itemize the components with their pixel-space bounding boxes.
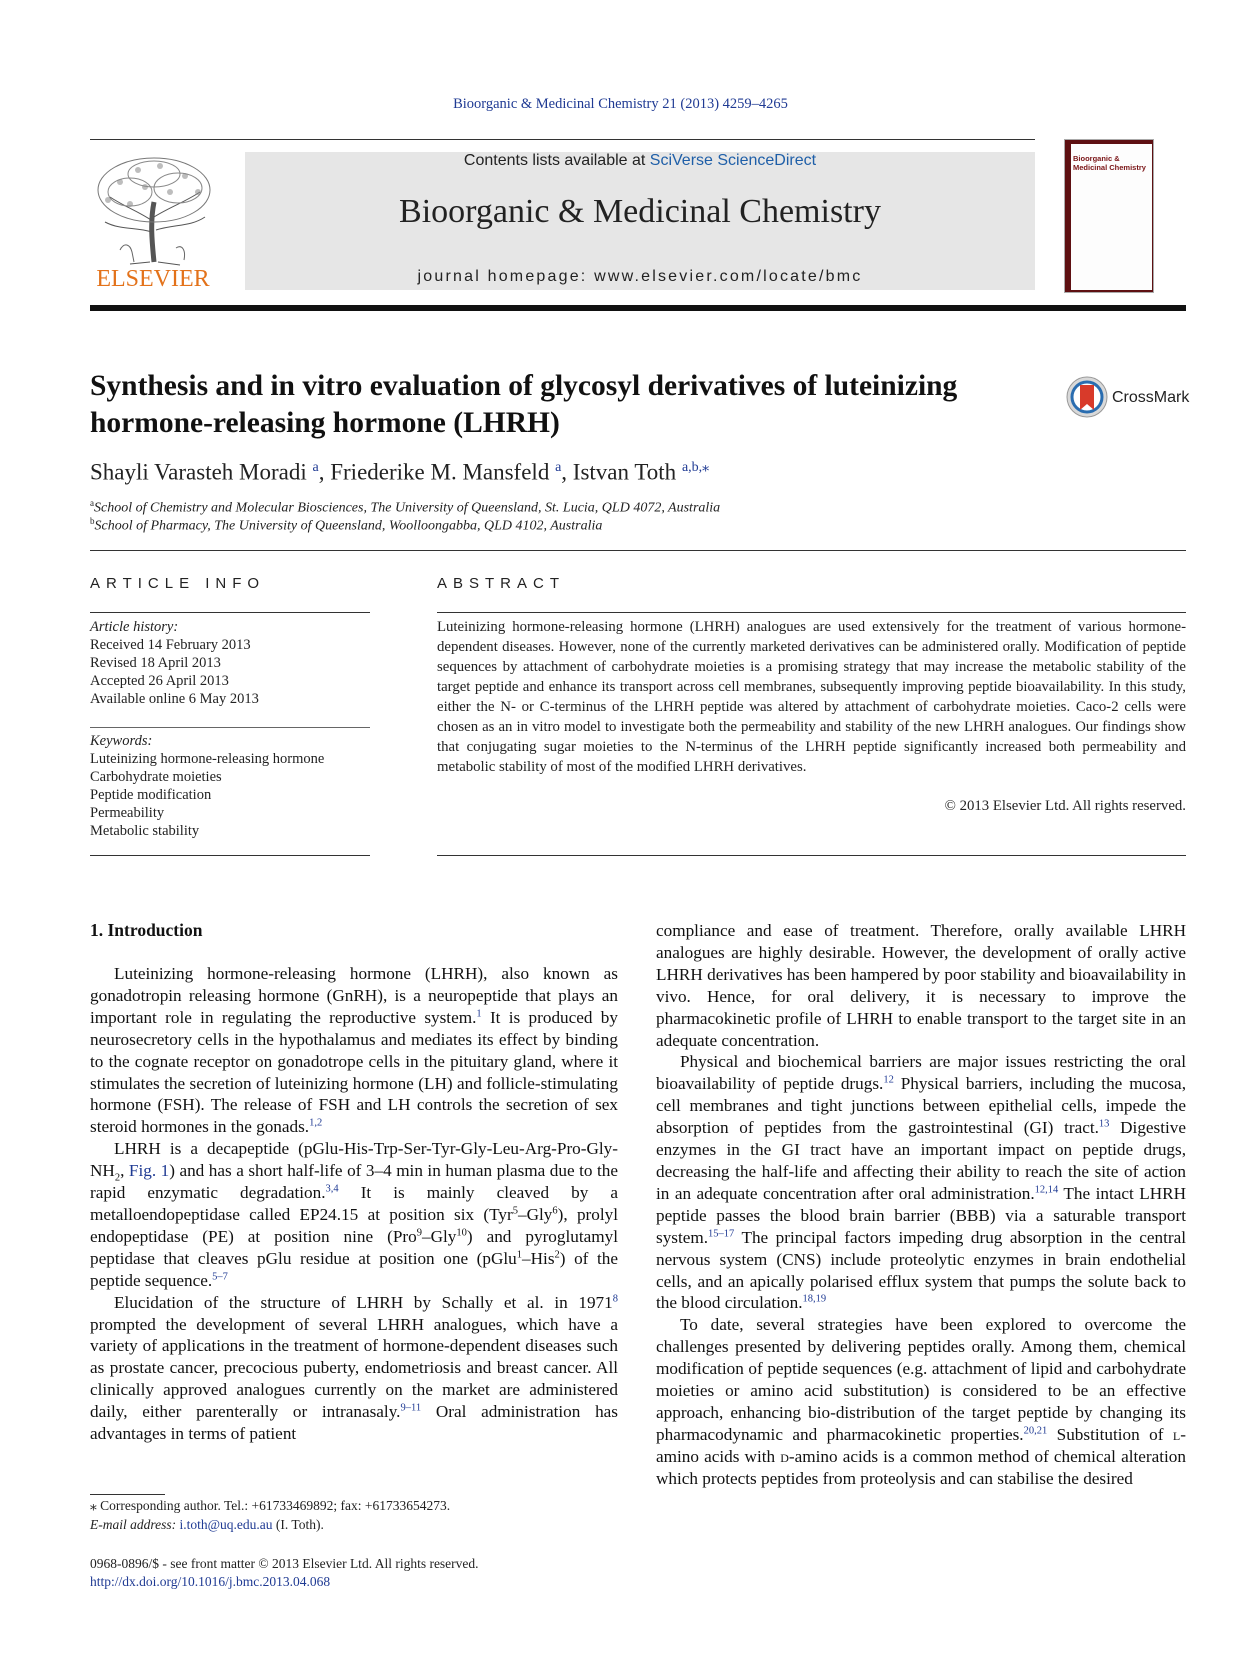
reference-link[interactable]: 3,4 [325,1183,339,1195]
subscript: 2 [114,1172,121,1184]
text-run: To date, several strategies have been explored to overcome the challenges presented by delivering peptides orally. Among them, chemical modification of peptide sequences (e.g. attachment of lipid and carbohydrate moieties or amino acid substitution) is considered to be an effective approach, enhancing bio-distribution of the target peptide by changing its pharmacodynamic and pharmacokinetic properties. [656,1315,1186,1444]
text-run: ) of the peptide sequence. [90,1248,619,1290]
small-caps-text: l [1172,1424,1181,1444]
paragraph [90,963,618,1138]
article-info-heading: ARTICLE INFO [90,575,266,592]
contents-line [245,152,1035,170]
author-affiliation-mark[interactable]: a,b,⁎ [681,460,710,475]
author-affiliation-mark[interactable]: a [312,460,319,475]
crossmark-icon[interactable] [1066,376,1108,418]
body-column-right [656,920,1186,1490]
reference-link[interactable]: 18,19 [802,1293,827,1305]
journal-cover-title: Bioorganic & Medicinal Chemistry [1073,154,1146,172]
paragraph [656,1051,1186,1314]
email-link[interactable]: i.toth@uq.edu.au [179,1517,273,1532]
article-info-rule [90,612,370,613]
text-run: The intact LHRH peptide passes the blood brain barrier (BBB) via a saturable transport system. [656,1183,1187,1247]
affiliation [90,516,602,535]
reference-link[interactable]: 1,2 [309,1117,323,1129]
journal-citation[interactable]: Bioorganic & Medicinal Chemistry 21 (2013) 4259–4265 [453,96,788,112]
paragraph: compliance and ease of treatment. Therefore, orally available LHRH analogues are highly desirable. However, the development of orally active LHRH derivatives has been hampered by poor stability and bioavailability in vivo. Hence, for oral delivery, it is necessary to improve the pharmacokinetic profile of LHRH to enable transport to the target site in an adequate concentration. [656,921,1186,1050]
text-run: –Gly [517,1204,553,1224]
affiliation-mark: a [90,498,94,508]
affiliation [90,498,720,517]
header-top-rule [90,139,1035,140]
email-label: E-mail address: [90,1517,180,1532]
author-name: Istvan Toth [572,459,677,485]
article-info-rule [90,727,370,728]
crossmark-label[interactable]: CrossMark [1112,389,1190,406]
footnote-rule [90,1494,165,1495]
text-run: –His [522,1248,555,1268]
superscript: 10 [456,1227,467,1239]
text-run: ) and has a short half-life of 3–4 min in human plasma due to the rapid enzymatic degradation. [90,1161,618,1203]
keyword: Permeability [90,805,165,821]
text-run: Luteinizing hormone-releasing hormone (LHRH), also known as gonadotropin releasing hormone (GnRH), is a neuropeptide that plays an important role in regulating the reproductive system. [90,964,618,1027]
author-affiliation-mark[interactable]: a [555,460,562,475]
history-item: Available online 6 May 2013 [90,691,259,707]
reference-link[interactable]: 20,21 [1023,1425,1048,1437]
keyword: Metabolic stability [90,823,200,839]
text-run: –Gly [422,1226,457,1246]
reference-link[interactable]: 8 [612,1292,618,1304]
superscript: 2 [554,1249,560,1261]
abstract-copyright: © 2013 Elsevier Ltd. All rights reserved. [944,798,1186,814]
contents-prefix: Contents lists available at [463,152,650,169]
email-note [90,1517,324,1533]
text-run: -amino acids with [656,1424,1186,1466]
text-run: It is mainly cleaved by a metalloendopeptidase called EP24.15 at position six (Tyr [90,1183,618,1224]
journal-name: Bioorganic & Medicinal Chemistry [399,193,881,230]
keywords-label: Keywords: [90,733,153,749]
abstract-rule [437,612,1186,613]
author-name: Friederike M. Mansfeld [330,459,550,485]
superscript: 5 [512,1205,518,1217]
superscript: 9 [416,1227,422,1239]
reference-link[interactable]: 12 [883,1074,894,1086]
article-history [90,618,259,708]
affiliation-mark: b [90,516,95,526]
text-run: It is produced by neurosecretory cells in the hypothalamus and mediates its effect by binding to the cognate receptor on gonadotrope cells in the pituitary gland, where it stimulates the secretion of luteinizing hormone (LH) and follicle-stimulating hormone (FSH). The release of FSH and LH controls the secretion of sex steroid hormones in the gonads. [90,1007,618,1137]
elsevier-wordmark: ELSEVIER [96,266,210,292]
superscript: 6 [552,1205,558,1217]
text-run: ), prolyl endopeptidase (PE) at position nine (Pro [90,1204,619,1246]
paragraph [656,1314,1186,1489]
paragraph [90,1292,618,1445]
text-run: LHRH is a decapeptide (pGlu-His-Trp-Ser-Tyr-Gly-Leu-Arg-Pro-Gly-NH [90,1139,618,1181]
journal-homepage[interactable]: journal homepage: www.elsevier.com/locate/bmc [417,268,863,285]
affiliation-text: School of Pharmacy, The University of Queensland, Woolloongabba, QLD 4102, Australia [94,518,603,534]
paragraph [90,1138,618,1291]
reference-link[interactable]: 13 [1098,1118,1110,1130]
history-label: Article history: [90,619,179,635]
small-caps-text: d [780,1446,789,1466]
reference-link[interactable]: 5–7 [212,1270,228,1282]
section-heading: 1. Introduction [90,920,203,940]
keywords [90,732,324,840]
reference-link[interactable]: 9–11 [400,1402,422,1414]
issn-line: 0968-0896/$ - see front matter © 2013 Elsevier Ltd. All rights reserved. [90,1556,479,1571]
text-run: ) and pyroglutamyl peptidase that cleaves pGlu residue at position one (pGlu [90,1226,618,1268]
history-item: Accepted 26 April 2013 [90,673,229,689]
author-list: Shayli Varasteh Moradi $^a$, Friederike M. Mansfeld $^a$, Istvan Toth $^{a,b,⁎}$ [90,459,710,485]
email-suffix: (I. Toth). [272,1517,324,1532]
figure-link[interactable]: Fig. 1 [128,1161,170,1181]
header-thick-rule [90,305,1186,311]
keyword: Luteinizing hormone-releasing hormone [90,751,325,767]
reference-link[interactable]: 1 [476,1008,482,1020]
sciencedirect-link[interactable]: SciVerse ScienceDirect [649,152,817,169]
text-run: Digestive enzymes in the GI tract have an important impact on peptide drugs, decreasing the half-life and affecting their ability to reach the site of action in an adequate concentration after oral administration. [656,1118,1186,1203]
text-run: Physical barriers, including the mucosa, cell membranes and tight junctions between epithelial cells, impede the absorption of peptides from the gastrointestinal (GI) tract. [656,1074,1186,1138]
article-info-rule [90,855,370,856]
text-run: -amino acids is a common method of chemical alteration which protects peptides from proteolysis and can stabilise the desired [656,1446,1186,1488]
abstract-heading: ABSTRACT [437,575,566,592]
keyword: Peptide modification [90,787,212,803]
abstract-text: Luteinizing hormone-releasing hormone (LHRH) analogues are used extensively for the treatment of various hormone-dependent diseases. However, none of the currently marketed derivatives can be administered orally. Modification of peptide sequences by attachment of carbohydrate moieties is a promising strategy that may increase the metabolic stability of the target peptide and enhance its transport across cell membranes, subsequently improving peptide bioavailability. In this study, either the N- or C-terminus of the LHRH peptide was altered by attachment of carbohydrate moieties. Caco-2 cells were chosen as an in vitro model to investigate both the permeability and stability of the new LHRH analogues. Our findings show that conjugating sugar moieties to the N-terminus of the LHRH peptide significantly increased both permeability and metabolic stability of most of the modified LHRH derivatives. [437,619,1186,775]
text-run: Oral administration has advantages in terms of patient [90,1402,618,1444]
text-run: Elucidation of the structure of LHRH by Schally et al. in 1971 [114,1292,613,1312]
superscript: 1 [516,1249,523,1261]
text-run: The principal factors impeding drug absorption in the central nervous system (CNS) include proteolytic enzymes in brain endothelial cells, and an apically polarised efflux system that pumps the solute back to the blood circulation. [656,1227,1186,1313]
doi-link[interactable]: http://dx.doi.org/10.1016/j.bmc.2013.04.068 [90,1574,331,1589]
abstract-rule [437,855,1186,856]
article-title: Synthesis and in vitro evaluation of glycosyl derivatives of luteinizing hormone-releasing hormone (LHRH) [90,370,958,439]
affiliation-rule [90,550,1186,551]
body-column-left [90,963,618,1445]
corresponding-author-note: ⁎ Corresponding author. Tel.: +61733469892; fax: +61733654273. [90,1498,451,1513]
reference-link[interactable]: 12,14 [1034,1184,1059,1196]
history-item: Revised 18 April 2013 [90,655,221,671]
text-run: , [120,1161,129,1181]
affiliation-text: School of Chemistry and Molecular Biosciences, The University of Queensland, St. Lucia, QLD 4072, Australia [94,500,721,516]
reference-link[interactable]: 15–17 [708,1227,735,1239]
text-run: prompted the development of several LHRH analogues, which have a variety of applications in the treatment of hormone-dependent diseases such as prostate cancer, precocious puberty, endometriosis and breast cancer. All clinically approved analogues currently on the market are administered daily, either parenterally or intranasaly. [90,1314,618,1422]
text-run: Substitution of [1047,1424,1173,1444]
author-name: Shayli Varasteh Moradi [90,459,307,485]
text-run: Physical and biochemical barriers are major issues restricting the oral bioavailability of peptide drugs. [656,1052,1186,1094]
keyword: Carbohydrate moieties [90,769,222,785]
history-item: Received 14 February 2013 [90,637,251,653]
